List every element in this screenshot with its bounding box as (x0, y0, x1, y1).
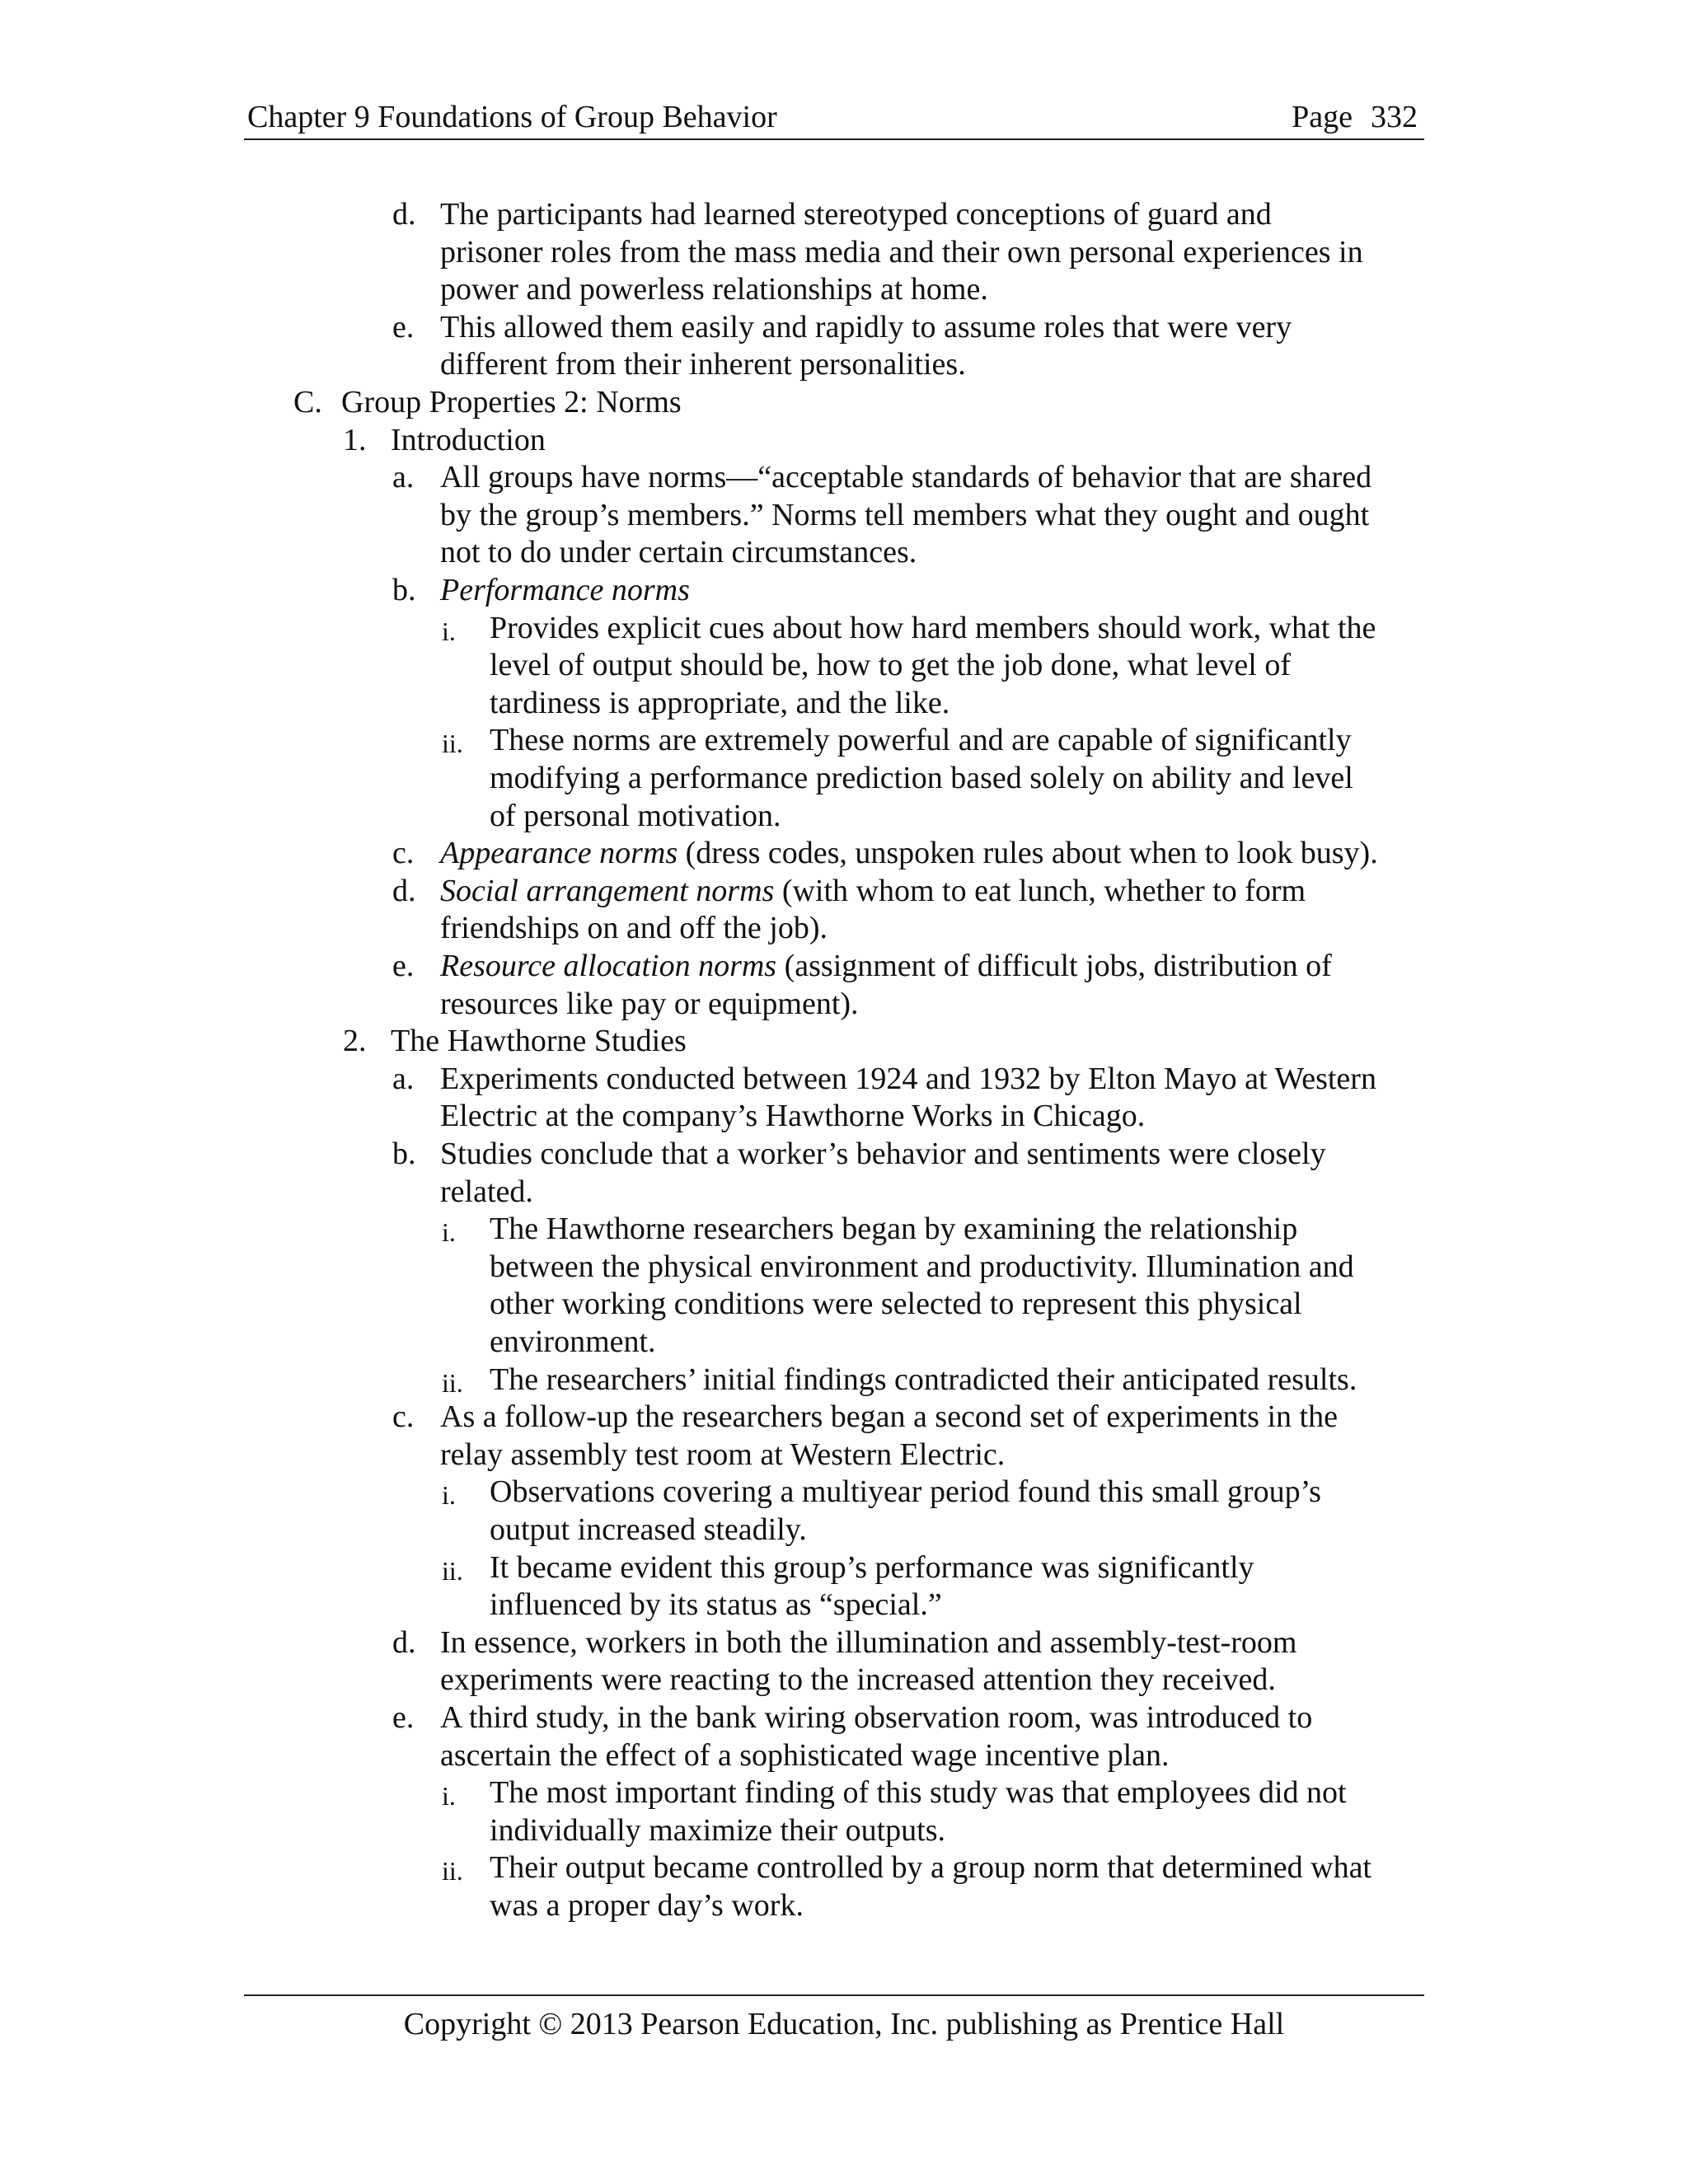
outline-label: ii. (442, 1856, 463, 1886)
outline-label: c. (392, 836, 415, 871)
outline-label: a. (392, 1061, 415, 1096)
outline-text-line: The researchers’ initial findings contradicted their anticipated results. (490, 1361, 1357, 1397)
outline-label: ii. (442, 1367, 463, 1398)
page-footer: Copyright © 2013 Pearson Education, Inc. publishing as Prentice Hall (403, 2007, 1285, 2041)
outline-label: b. (392, 1137, 416, 1171)
outline-text-line: power and powerless relationships at home. (440, 272, 988, 307)
outline-text-line (440, 574, 690, 607)
outline-label: a. (392, 460, 415, 495)
outline-text-line: Provides explicit cues about how hard members should work, what the (490, 610, 1376, 645)
emphasized-term: Appearance norms (440, 836, 678, 871)
outline-label: d. (392, 1624, 416, 1660)
outline-label: d. (392, 197, 416, 232)
outline-text-line: level of output should be, how to get the job done, what level of (490, 648, 1291, 683)
outline-text-line: influenced by its status as “special.” (490, 1587, 942, 1623)
outline-label: 1. (343, 422, 367, 457)
outline-text-line: resources like pay or equipment). (440, 986, 859, 1021)
outline-text-line: Observations covering a multiyear period found this small group’s (490, 1474, 1321, 1510)
chapter-title: Chapter 9 Foundations of Group Behavior (247, 100, 777, 134)
outline-text: (dress codes, unspoken rules about when to look busy). (678, 836, 1378, 871)
outline-text-line: The Hawthorne researchers began by examining the relationship (490, 1212, 1298, 1247)
outline-text-line: different from their inherent personalities. (440, 347, 966, 382)
outline-text-line: by the group’s members.” Norms tell members what they ought and ought (440, 497, 1370, 532)
outline-label: 2. (343, 1024, 367, 1059)
outline-text-line: Experiments conducted between 1924 and 1932 by Elton Mayo at Western (440, 1061, 1376, 1096)
outline-text-line: A third study, in the bank wiring observation room, was introduced to (440, 1700, 1313, 1735)
outline-label: e. (392, 1700, 415, 1735)
outline-text-line: related. (440, 1174, 533, 1209)
outline-text-line: not to do under certain circumstances. (440, 535, 917, 570)
outline-text-line: ascertain the effect of a sophisticated wage incentive plan. (440, 1737, 1170, 1773)
outline-text-line: relay assembly test room at Western Electric. (440, 1436, 1006, 1472)
outline-text-line: The Hawthorne Studies (391, 1024, 687, 1059)
outline-text: (assignment of difficult jobs, distribution of (776, 949, 1332, 983)
outline-label: C. (293, 385, 322, 419)
outline-text-line: In essence, workers in both the illumination and assembly-test-room (440, 1624, 1297, 1660)
outline-text-line: of personal motivation. (490, 798, 781, 833)
outline-text-line: friendships on and off the job). (440, 911, 828, 946)
outline-text-line: The most important finding of this study was that employees did not (490, 1775, 1347, 1811)
outline-label: i. (442, 1781, 456, 1811)
outline-label: ii. (442, 729, 463, 759)
outline-text-line: Their output became controlled by a group norm that determined what (490, 1850, 1372, 1886)
outline-text-line: It became evident this group’s performance was significantly (490, 1549, 1254, 1585)
outline-label: i. (442, 1217, 456, 1248)
outline-text-line: individually maximize their outputs. (490, 1812, 946, 1848)
outline-text-line: tardiness is appropriate, and the like. (490, 685, 950, 720)
outline-label: b. (392, 573, 416, 607)
outline-label: c. (392, 1399, 415, 1435)
footer-rule (244, 1994, 1424, 1996)
outline-text-line: Studies conclude that a worker’s behavior and sentiments were closely (440, 1137, 1326, 1171)
outline-text-line (440, 949, 1332, 982)
outline-text: (with whom to eat lunch, whether to form (774, 873, 1306, 908)
outline-text-line: The participants had learned stereotyped conceptions of guard and (440, 197, 1272, 232)
page-label: Page (1292, 100, 1353, 134)
outline-text-line (440, 874, 1306, 907)
emphasized-term: Performance norms (440, 573, 690, 607)
outline-label: d. (392, 873, 416, 908)
outline-label: e. (392, 949, 415, 983)
outline-label: e. (392, 309, 415, 344)
emphasized-term: Social arrangement norms (440, 873, 775, 908)
outline-text-line: between the physical environment and productivity. Illumination and (490, 1249, 1354, 1284)
outline-text-line: modifying a performance prediction based solely on ability and level (490, 761, 1353, 795)
outline-text-line: Introduction (391, 422, 546, 457)
outline-text-line: As a follow-up the researchers began a second set of experiments in the (440, 1399, 1338, 1435)
outline-text-line: was a proper day’s work. (490, 1888, 804, 1923)
outline-text-line: other working conditions were selected to represent this physical (490, 1286, 1302, 1322)
outline-text-line: experiments were reacting to the increased attention they received. (440, 1662, 1276, 1698)
outline-text-line: prisoner roles from the mass media and their own personal experiences in (440, 234, 1363, 269)
outline-text-line: All groups have norms—“acceptable standards of behavior that are shared (440, 460, 1372, 495)
outline-label: i. (442, 1480, 456, 1511)
outline-text-line: Group Properties 2: Norms (341, 385, 682, 419)
outline-label: ii. (442, 1555, 463, 1586)
outline-text-line: This allowed them easily and rapidly to assume roles that were very (440, 309, 1292, 344)
outline-text-line (440, 837, 1378, 869)
outline-label: i. (442, 616, 456, 646)
outline-text-line: environment. (490, 1324, 656, 1359)
page-number: 332 (1371, 100, 1418, 134)
emphasized-term: Resource allocation norms (440, 949, 777, 983)
outline-text-line: Electric at the company’s Hawthorne Works in Chicago. (440, 1099, 1146, 1134)
outline-text-line: output increased steadily. (490, 1512, 807, 1547)
outline-text-line: These norms are extremely powerful and are capable of significantly (490, 723, 1352, 758)
